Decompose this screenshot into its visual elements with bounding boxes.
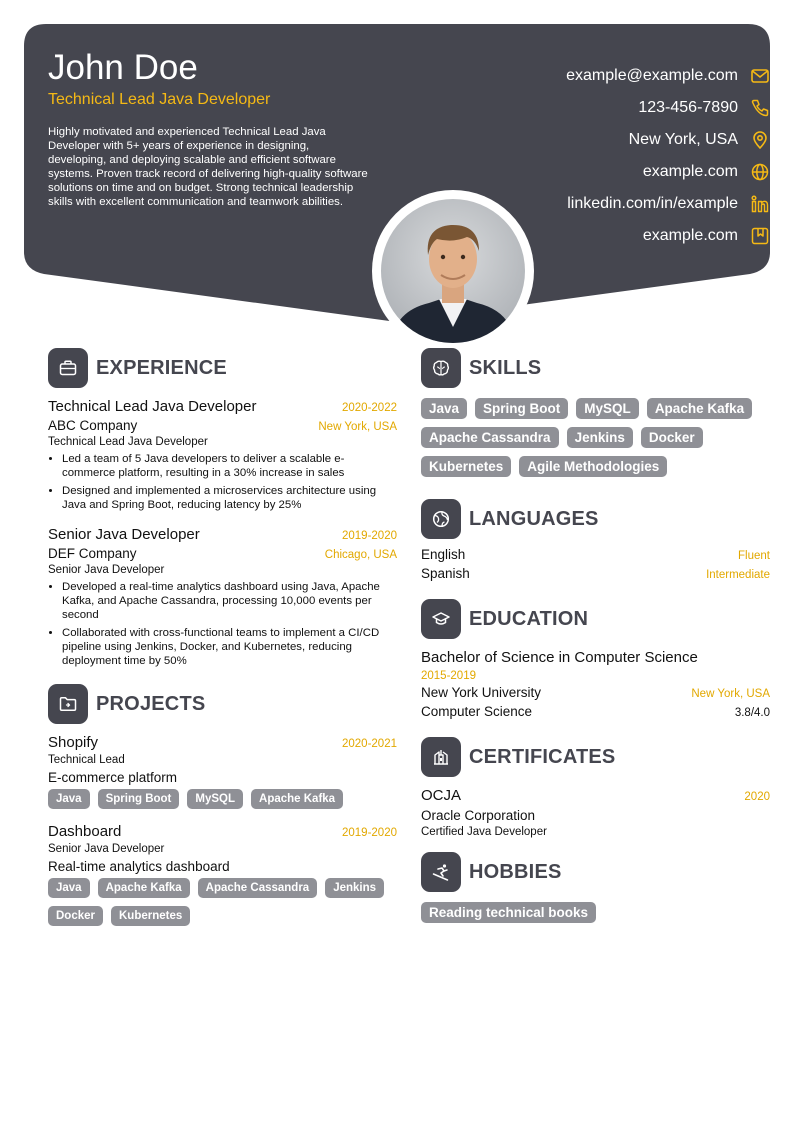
job-subtitle: Technical Lead Java Developer [48, 436, 208, 448]
job-bullets [48, 452, 397, 512]
job-bullets [48, 580, 397, 668]
summary-text: Highly motivated and experienced Technical Lead Java Developer with 5+ years of experience in designing, developing, and deploying scalable and efficient software systems. Proven track record of delivering high-quality software solutions on time and on budget. Strong technical leadership skills with excellent communication and teamwork abilities. [48, 126, 368, 208]
project-name: Dashboard [48, 823, 122, 840]
bullet-item: • Developed a real-time analytics dashboard using Java, Apache Kafka, and Apache Cassandra, processing 10,000 events per second [62, 580, 397, 622]
skills-tags [421, 398, 770, 477]
certificate-item [421, 787, 770, 838]
right-column [421, 348, 770, 923]
contact-phone-text: 123-456-7890 [638, 99, 738, 116]
bookmark-icon [750, 226, 770, 246]
language-row [421, 566, 770, 581]
project-role: Technical Lead [48, 754, 125, 766]
bullet-item: • Collaborated with cross-functional teams to implement a CI/CD pipeline using Jenkins, Docker, and Kubernetes, reducing deployment time by 50% [62, 626, 397, 668]
tag: Java [48, 789, 90, 809]
tag: Docker [48, 906, 103, 926]
skill-tag: Docker [641, 427, 703, 448]
language-icon [421, 499, 461, 539]
tag: Jenkins [325, 878, 384, 898]
project-description: E-commerce platform [48, 770, 178, 785]
globe-icon [750, 162, 770, 182]
hobbies-tags [421, 902, 770, 923]
company-name: DEF Company [48, 546, 137, 561]
hobbies-title: HOBBIES [469, 860, 562, 883]
skills-title: SKILLS [469, 356, 542, 379]
skill-tag: Java [421, 398, 467, 419]
contact-location [629, 127, 770, 153]
skill-tag: Kubernetes [421, 456, 511, 477]
phone-icon [750, 98, 770, 118]
hobbies-heading [421, 852, 770, 892]
skills-heading [421, 348, 770, 388]
project-name: Shopify [48, 734, 99, 751]
mail-icon [750, 66, 770, 86]
job-dates: 2019-2020 [342, 530, 397, 542]
job-dates: 2020-2022 [342, 402, 397, 414]
language-name: English [421, 547, 466, 562]
field-of-study: Computer Science [421, 704, 533, 719]
contact-phone[interactable] [638, 95, 770, 121]
contact-website-text: example.com [642, 163, 738, 180]
languages-heading [421, 499, 770, 539]
contact-email[interactable] [566, 63, 770, 89]
job-title: Technical Lead Java Developer [48, 398, 257, 415]
gpa: 3.8/4.0 [734, 707, 770, 719]
candidate-role: Technical Lead Java Developer [48, 91, 271, 108]
bullet-item: • Designed and implemented a microservices architecture using Java and Spring Boot, reducing latency by 25% [62, 484, 397, 512]
candidate-name: John Doe [48, 48, 198, 87]
project-tags [48, 789, 397, 809]
language-name: Spanish [421, 566, 470, 581]
institution-icon [421, 737, 461, 777]
tag: Apache Kafka [98, 878, 190, 898]
certificates-title: CERTIFICATES [469, 745, 616, 768]
profile-photo [381, 199, 525, 343]
experience-item [48, 398, 397, 512]
certificate-description: Certified Java Developer [421, 826, 547, 838]
language-level: Intermediate [706, 569, 770, 581]
company-location: Chicago, USA [324, 549, 397, 561]
education-dates: 2015-2019 [421, 670, 476, 682]
project-description: Real-time analytics dashboard [48, 859, 230, 874]
contact-portfolio[interactable] [643, 223, 770, 249]
skill-tag: MySQL [576, 398, 639, 419]
brain-icon [421, 348, 461, 388]
contact-website[interactable] [643, 159, 770, 185]
folder-icon [48, 684, 88, 724]
project-item [48, 823, 397, 926]
degree: Bachelor of Science in Computer Science [421, 649, 698, 666]
graduation-cap-icon [421, 599, 461, 639]
hobby-tag: Reading technical books [421, 902, 596, 923]
job-subtitle: Senior Java Developer [48, 564, 165, 576]
job-title: Senior Java Developer [48, 526, 200, 543]
experience-item [48, 526, 397, 668]
tag: Java [48, 878, 90, 898]
project-item [48, 734, 397, 809]
contact-location-text: New York, USA [628, 131, 738, 148]
tag: MySQL [187, 789, 243, 809]
education-title: EDUCATION [469, 607, 589, 630]
left-column [48, 348, 397, 926]
skill-tag: Apache Kafka [647, 398, 752, 419]
languages-title: LANGUAGES [469, 507, 599, 530]
tag: Kubernetes [111, 906, 190, 926]
project-dates: 2019-2020 [342, 827, 397, 839]
education-heading [421, 599, 770, 639]
briefcase-icon [48, 348, 88, 388]
location-pin-icon [750, 130, 770, 150]
experience-heading [48, 348, 397, 388]
tag: Apache Kafka [251, 789, 343, 809]
skill-tag: Jenkins [567, 427, 633, 448]
linkedin-icon [750, 194, 770, 214]
certificates-heading [421, 737, 770, 777]
certificate-date: 2020 [744, 791, 770, 803]
contact-portfolio-text: example.com [642, 227, 738, 244]
company-location: New York, USA [318, 421, 397, 433]
language-row [421, 547, 770, 562]
contact-email-text: example@example.com [566, 67, 738, 84]
school-location: New York, USA [691, 688, 770, 700]
education-item [421, 649, 770, 719]
certificate-name: OCJA [421, 787, 462, 804]
bullet-item: • Led a team of 5 Java developers to deliver a scalable e-commerce platform, resulting in a 30% increase in sales [62, 452, 397, 480]
contact-linkedin-text: linkedin.com/in/example [567, 195, 738, 212]
tag: Apache Cassandra [198, 878, 318, 898]
certificate-issuer: Oracle Corporation [421, 808, 536, 823]
skill-tag: Apache Cassandra [421, 427, 559, 448]
project-tags [48, 878, 397, 926]
contact-linkedin[interactable] [567, 191, 770, 217]
company-name: ABC Company [48, 418, 138, 433]
tag: Spring Boot [98, 789, 180, 809]
languages-list [421, 547, 770, 581]
skill-tag: Spring Boot [475, 398, 568, 419]
project-dates: 2020-2021 [342, 738, 397, 750]
school-name: New York University [421, 685, 542, 700]
skiing-icon [421, 852, 461, 892]
language-level: Fluent [738, 550, 770, 562]
projects-title: PROJECTS [96, 692, 206, 715]
skill-tag: Agile Methodologies [519, 456, 667, 477]
project-role: Senior Java Developer [48, 843, 165, 855]
experience-title: EXPERIENCE [96, 356, 227, 379]
projects-heading [48, 684, 397, 724]
